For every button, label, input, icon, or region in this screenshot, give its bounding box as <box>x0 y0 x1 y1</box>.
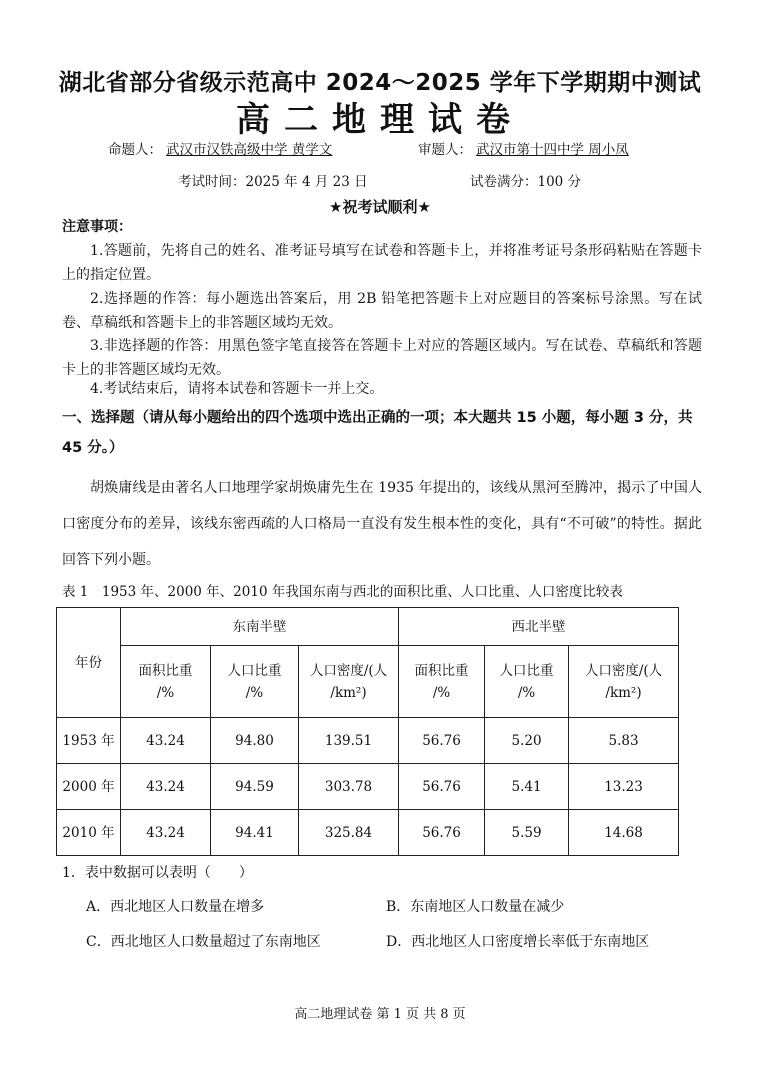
note-item: 3.非选择题的作答：用黑色签字笔直接答在答题卡上对应的答题区域内。写在试卷、草稿纸和答题卡上的非答题区域均无效。 <box>62 338 702 378</box>
col-header-density: 人口密度/(人 /km²) <box>569 646 679 718</box>
reviewer-value: 武汉市第十四中学 周小凤 <box>476 142 629 158</box>
reviewer-line <box>418 138 643 158</box>
blessing: ★祝考试顺利★ <box>329 198 431 216</box>
option-a: A．西北地区人口数量在增多 <box>86 899 265 915</box>
page-footer: 高二地理试卷 第 1 页 共 8 页 <box>294 1007 466 1022</box>
full-score: 试卷满分：100 分 <box>470 174 582 190</box>
col-header-population: 人口比重 /% <box>485 646 569 718</box>
exam-subject-title: 高二地理试卷 <box>236 100 524 140</box>
note-item: 4.考试结束后，请将本试卷和答题卡一并上交。 <box>90 381 384 397</box>
col-header-density: 人口密度/(人 /km²) <box>299 646 399 718</box>
table-caption: 表 1 1953 年、2000 年、2010 年我国东南与西北的面积比重、人口比重、人口密度比较表 <box>62 584 623 600</box>
option-c: C．西北地区人口数量超过了东南地区 <box>86 934 321 950</box>
table-row: 2000 年 43.24 94.59 303.78 56.76 5.41 13.23 <box>57 764 679 810</box>
exam-title: 湖北省部分省级示范高中 2024～2025 学年下学期期中测试 <box>58 70 702 96</box>
note-item: 2.选择题的作答：每小题选出答案后，用 2B 铅笔把答题卡上对应题目的答案标号涂黑。写在试卷、草稿纸和答题卡上的非答题区域均无效。 <box>62 291 702 331</box>
question-stem: 1．表中数据可以表明（ ） <box>62 865 253 881</box>
option-d: D．西北地区人口密度增长率低于东南地区 <box>386 934 650 950</box>
col-header-population: 人口比重 /% <box>211 646 299 718</box>
group-header-northwest: 西北半壁 <box>399 608 679 646</box>
option-b: B．东南地区人口数量在减少 <box>386 899 565 915</box>
reviewer-label: 审题人： <box>418 142 472 158</box>
group-header-southeast: 东南半壁 <box>121 608 399 646</box>
notes-title: 注意事项： <box>62 219 132 235</box>
col-header-area: 面积比重 /% <box>399 646 485 718</box>
exam-time: 考试时间：2025 年 4 月 23 日 <box>178 174 368 190</box>
note-item: 1.答题前，先将自己的姓名、准考证号填写在试卷和答题卡上，并将准考证号条形码粘贴在答题卡上的指定位置。 <box>62 243 702 283</box>
year-header: 年份 <box>57 608 121 718</box>
table-row: 1953 年 43.24 94.80 139.51 56.76 5.20 5.83 <box>57 718 679 764</box>
passage-intro: 胡焕庸线是由著名人口地理学家胡焕庸先生在 1935 年提出的，该线从黑河至腾冲，揭示了中国人口密度分布的差异，该线东密西疏的人口格局一直没有发生根本性的变化，具有“不可破”的特性。据此回答下列小题。 <box>62 480 702 568</box>
proposer-line <box>108 138 346 158</box>
table-row: 2010 年 43.24 94.41 325.84 56.76 5.59 14.68 <box>57 810 679 856</box>
proposer-label: 命题人： <box>108 142 162 158</box>
col-header-area: 面积比重 /% <box>121 646 211 718</box>
section-heading: 一、选择题（请从每小题给出的四个选项中选出正确的一项；本大题共 15 小题，每小题 3 分，共 45 分。） <box>62 410 693 456</box>
data-table <box>56 607 679 856</box>
proposer-value: 武汉市汉铁高级中学 黄学文 <box>166 142 333 158</box>
